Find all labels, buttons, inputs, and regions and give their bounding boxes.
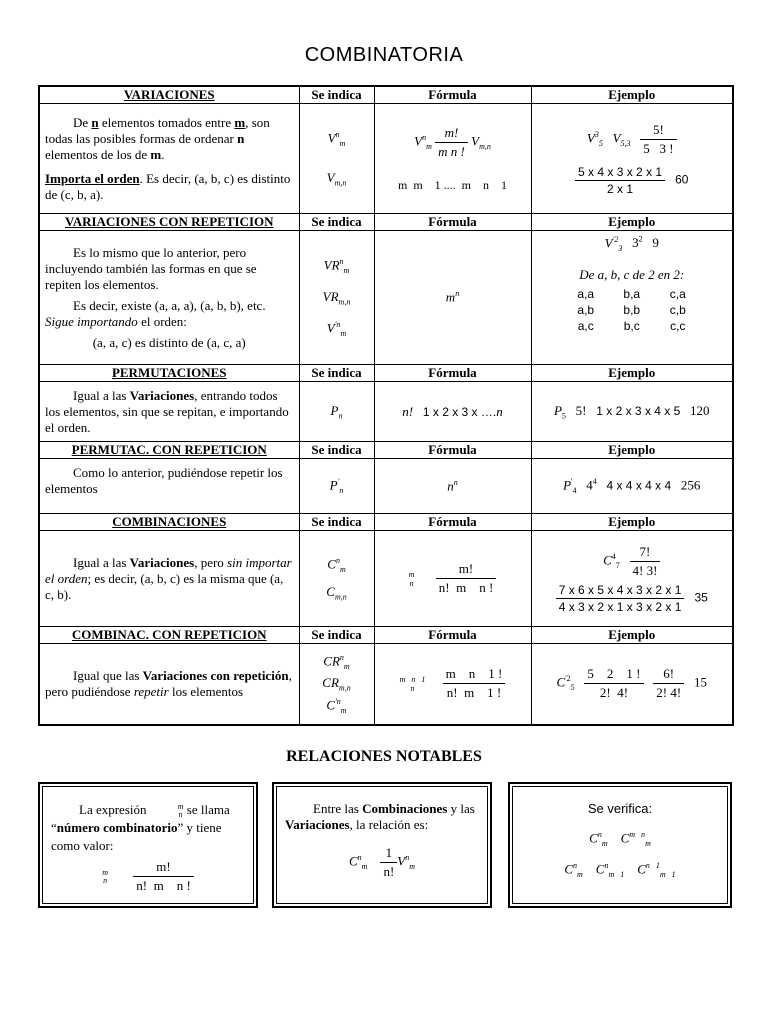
header-se-indica: Se indica — [299, 365, 374, 382]
header-ejemplo: Ejemplo — [531, 214, 733, 231]
header-row-variaciones — [39, 86, 733, 104]
row-var-rep — [39, 231, 733, 365]
formula-perm-rep: $n^n$ — [374, 459, 531, 514]
relaciones-notables-title: RELACIONES NOTABLES — [286, 748, 482, 765]
header-row-perm — [39, 365, 733, 382]
pair: c,c — [670, 318, 686, 333]
header-formula: Fórmula — [374, 442, 531, 459]
description-comb-rep: Igual que las Variaciones con repetición, pero pudiéndose repetir los elementos — [39, 644, 299, 725]
box-inner: Se verifica: $C^n_m$ $C^{m n}_m$ $C^n_m$ $C^n_{m 1}$ $C^{n 1}_{m 1}$ — [512, 786, 728, 904]
box-inner: La expresión m n se llama “número combinatorio” y tiene como valor: m n $\frac{m!}{\text{n! m n !}}$ — [42, 786, 254, 904]
pairs-grid — [532, 286, 733, 334]
header-row-var-rep — [39, 214, 733, 231]
header-se-indica: Se indica — [299, 86, 374, 104]
indica-comb-rep: $CR^n_m$ $CR_{m,n}$ $C^{'n}_m$ — [299, 644, 374, 725]
header-row-perm-rep — [39, 442, 733, 459]
pair: c,a — [669, 286, 686, 301]
box-se-verifica — [508, 782, 732, 908]
header-formula: Fórmula — [374, 214, 531, 231]
header-ejemplo: Ejemplo — [531, 627, 733, 644]
description-var-rep: Es lo mismo que lo anterior, pero incluyendo también las formas en que se repiten los elementos. Es decir, existe (a, a, a), (a, b, b), etc. Sigue importando el orden: (a, a, c) es distinto de (a, c, a) — [39, 231, 299, 365]
formula-comb: m n $\frac{m!}{\text{n! m n !}}$ — [374, 531, 531, 627]
row-comb — [39, 531, 733, 627]
description-variaciones: De n elementos tomados entre m, son todas las posibles formas de ordenar n elementos de los de m. Importa el orden. Es decir, (a, b, c) es distinto de (c, b, a). — [39, 104, 299, 214]
pair: b,b — [623, 302, 641, 317]
pair: a,a — [577, 286, 595, 301]
pair: a,c — [577, 318, 594, 333]
combinatoria-table — [38, 85, 734, 726]
box-numero-combinatorio — [38, 782, 258, 908]
example-var-rep: $V^{'2}_3$ $3^2$ 9 De a, b, c de 2 en 2: a,a b,a c,a a,b b,b c,b a,c b,c c,c — [531, 231, 733, 365]
header-ejemplo: Ejemplo — [531, 442, 733, 459]
row-perm — [39, 382, 733, 442]
section-title-comb: COMBINACIONES — [39, 514, 299, 531]
example-perm: $P_5$ 5! 1 x 2 x 3 x 4 x 5 120 — [531, 382, 733, 442]
section-title-comb-rep: COMBINAC. CON REPETICION — [39, 627, 299, 644]
example-comb-rep: $C^{'2}_5$ $\frac{5 2 1 !}{2! 4!}$ $\frac{6!}{2! 4!}$ 15 — [531, 644, 733, 725]
header-formula: Fórmula — [374, 86, 531, 104]
pair: c,b — [669, 302, 686, 317]
example-comb: $C^4_7$ $\frac{7!}{4! 3!}$ $\frac{7 x 6 x 5 x 4 x 3 x 2 x 1}{4 x 3 x 2 x 1 x 3 x 2 x 1}$ 35 — [531, 531, 733, 627]
example-perm-rep: $P'_4$ $4^4$ 4 x 4 x 4 x 4 256 — [531, 459, 733, 514]
example-variaciones: $V^3_5$ $V_{5,3}$ $\frac{5!}{5 3 !}$ $\frac{5 x 4 x 3 x 2 x 1}{2 x 1}$ 60 — [531, 104, 733, 214]
section-title-perm-rep: PERMUTAC. CON REPETICION — [39, 442, 299, 459]
formula-perm: n! 1 x 2 x 3 x ….n — [374, 382, 531, 442]
header-se-indica: Se indica — [299, 214, 374, 231]
row-perm-rep — [39, 459, 733, 514]
header-row-comb — [39, 514, 733, 531]
indica-perm: $P_n$ — [299, 382, 374, 442]
section-title-perm: PERMUTACIONES — [39, 365, 299, 382]
indica-var-rep: $VR^n_m$ $VR_{m,n}$ $V^{'n}_m$ — [299, 231, 374, 365]
header-ejemplo: Ejemplo — [531, 365, 733, 382]
box-inner: Entre las Combinaciones y las Variaciones, la relación es: $C^n_m$ $\frac{1}{n!}$ $V^n_m$ — [276, 786, 488, 904]
indica-variaciones: $V^n_m$ $V_{m,n}$ — [299, 104, 374, 214]
formula-variaciones: $V^n_m$ $\frac{m!}{\text{m n !}}$ $V_{m,n}$ m m 1 .... m n 1 — [374, 104, 531, 214]
header-formula: Fórmula — [374, 627, 531, 644]
pair: b,c — [623, 318, 640, 333]
section-title-var-rep: VARIACIONES CON REPETICION — [39, 214, 299, 231]
formula-comb-rep: m n 1 n $\frac{\text{m n 1 !}}{n! m 1 !}$ — [374, 644, 531, 725]
row-comb-rep — [39, 644, 733, 725]
header-ejemplo: Ejemplo — [531, 86, 733, 104]
header-row-comb-rep — [39, 627, 733, 644]
header-formula: Fórmula — [374, 365, 531, 382]
section-title-variaciones: VARIACIONES — [39, 86, 299, 104]
indica-perm-rep: $P'_n$ — [299, 459, 374, 514]
description-perm-rep: Como lo anterior, pudiéndose repetir los elementos — [39, 459, 299, 514]
box-relacion-comb-var — [272, 782, 492, 908]
header-se-indica: Se indica — [299, 514, 374, 531]
pair: b,a — [623, 286, 641, 301]
description-perm: Igual a las Variaciones, entrando todos los elementos, sin que se repitan, e importando el orden. — [39, 382, 299, 442]
header-se-indica: Se indica — [299, 627, 374, 644]
description-comb: Igual a las Variaciones, pero sin importar el orden; es decir, (a, b, c) es la misma que (a, c, b). — [39, 531, 299, 627]
formula-var-rep: $m^n$ — [374, 231, 531, 365]
header-se-indica: Se indica — [299, 442, 374, 459]
indica-comb: $C^n_m$ $C_{m,n}$ — [299, 531, 374, 627]
header-ejemplo: Ejemplo — [531, 514, 733, 531]
page-title: COMBINATORIA — [304, 44, 464, 66]
row-variaciones — [39, 104, 733, 214]
header-formula: Fórmula — [374, 514, 531, 531]
pair: a,b — [577, 302, 595, 317]
